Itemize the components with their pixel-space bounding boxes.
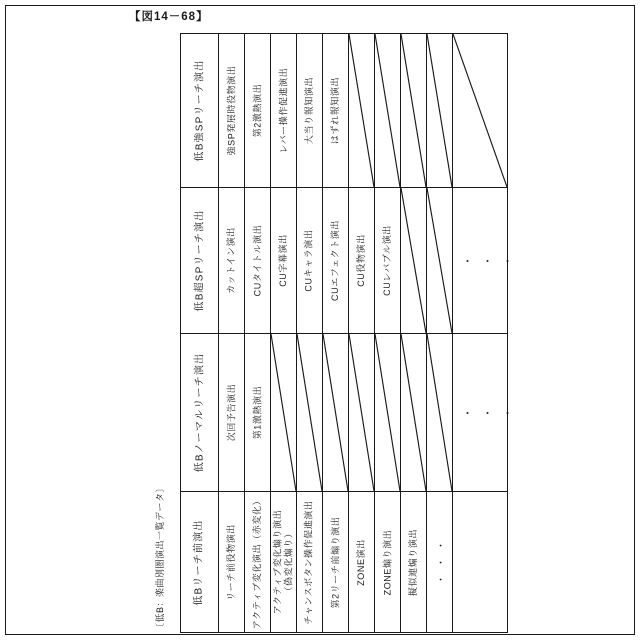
ellipsis-cell — [452, 188, 522, 333]
effect-cell — [218, 492, 244, 632]
figure-label: 【図14－68】 — [129, 11, 209, 23]
effect-label: ZONE演出 — [356, 538, 367, 586]
effect-label-sub: （偽変化煽り） — [283, 528, 294, 596]
effect-label: CUキャラ演出 — [304, 229, 315, 292]
ellipsis-dots-vertical: ・・・ — [436, 533, 447, 584]
effect-cell — [244, 34, 270, 187]
band-header-cell — [181, 492, 218, 632]
effect-cell — [244, 492, 270, 632]
diagonal-line — [401, 34, 426, 187]
effect-cell — [322, 188, 348, 333]
diagonal-cell — [296, 334, 322, 491]
effect-cell — [296, 188, 322, 333]
effect-cell — [348, 188, 374, 333]
effect-label-group — [273, 510, 295, 615]
band-row-super-sp — [181, 187, 522, 333]
diagonal-cell — [400, 188, 426, 333]
effect-cell — [348, 492, 374, 632]
band-header-label: 低Bノーマルリーチ演出 — [194, 352, 206, 473]
effect-label: 次回予告演出 — [226, 383, 237, 442]
ellipsis-dots: ・・・ — [462, 255, 522, 268]
side-caption — [145, 482, 175, 632]
effect-label: チャンスボタン操作促進演出 — [304, 499, 315, 625]
diagonal-cell — [400, 34, 426, 187]
effect-cell — [270, 188, 296, 333]
band-row-strong-sp — [181, 34, 507, 187]
effect-label: 第1激熱演出 — [252, 385, 263, 440]
effect-cell — [244, 334, 270, 491]
diagonal-cell — [270, 334, 296, 491]
band-row-pre-reach — [181, 491, 507, 632]
effect-label: リーチ前役物演出 — [226, 523, 236, 601]
effect-cell — [374, 492, 400, 632]
effect-cell — [270, 34, 296, 187]
diagonal-line — [271, 334, 296, 491]
effect-list-table — [180, 33, 522, 633]
effect-label: カットイン演出 — [226, 227, 237, 294]
diagonal-line — [427, 334, 452, 491]
effect-cell-two-line — [270, 492, 296, 632]
band-header-label: 低B超SPリーチ演出 — [194, 209, 206, 312]
diagonal-cell — [348, 34, 374, 187]
diagonal-line — [453, 34, 507, 187]
effect-label: 大当り報知演出 — [304, 76, 315, 145]
band-row-normal-reach — [181, 333, 522, 491]
effect-cell — [322, 34, 348, 187]
effect-label: アクティブ変化演出（赤変化） — [252, 495, 263, 629]
diagonal-line — [427, 188, 452, 333]
diagonal-cell — [374, 34, 400, 187]
ellipsis-cell-vertical — [426, 492, 452, 632]
band-header-cell — [181, 334, 218, 491]
effect-label: 擬似連煽り演出 — [408, 528, 419, 596]
effect-label: ZONE煽り演出 — [382, 529, 392, 595]
effect-label: CU字幕演出 — [278, 234, 289, 287]
band-header-cell — [181, 34, 218, 187]
band-header-label: 低Bリーチ前演出 — [194, 518, 205, 606]
side-caption-text: 〔低B：楽曲別圏演出一覧データ〕 — [154, 482, 165, 632]
diagonal-line — [401, 334, 426, 491]
effect-cell — [218, 188, 244, 333]
diagonal-line — [297, 334, 322, 491]
effect-label: CUエフェクト演出 — [330, 220, 341, 301]
diagonal-cell — [322, 334, 348, 491]
ellipsis-cell — [452, 334, 522, 491]
band-header-label: 低B強SPリーチ演出 — [194, 59, 206, 162]
ellipsis-dots: ・・・ — [462, 407, 522, 420]
diagonal-line — [349, 34, 374, 187]
diagonal-line — [427, 34, 452, 187]
diagonal-cell — [400, 334, 426, 491]
empty-cell — [452, 492, 507, 632]
effect-cell — [400, 492, 426, 632]
diagonal-cell — [426, 188, 452, 333]
diagonal-cell — [426, 334, 452, 491]
effect-label: 第2リーチ前煽り演出 — [330, 515, 341, 609]
diagonal-line — [401, 188, 426, 333]
diagonal-cell-wide — [452, 34, 507, 187]
diagonal-line — [375, 34, 400, 187]
effect-cell — [374, 188, 400, 333]
diagonal-cell — [348, 334, 374, 491]
effect-cell — [322, 492, 348, 632]
effect-cell — [296, 492, 322, 632]
effect-label-main: アクティブ変化煽り演出 — [272, 509, 283, 615]
effect-label: 強SP発展時役物演出 — [226, 65, 237, 156]
effect-cell — [296, 34, 322, 187]
effect-cell — [244, 188, 270, 333]
band-header-cell — [181, 188, 218, 333]
diagonal-line — [375, 334, 400, 491]
diagonal-line — [323, 334, 348, 491]
effect-label: はずれ報知演出 — [330, 76, 341, 145]
effect-label: CUタイトル演出 — [252, 224, 262, 297]
effect-label: CUレバブル演出 — [382, 225, 392, 296]
effect-label: 第2激熱演出 — [252, 83, 263, 138]
diagonal-cell — [374, 334, 400, 491]
effect-label: CU役物演出 — [356, 234, 367, 287]
effect-cell — [218, 334, 244, 491]
diagonal-cell — [426, 34, 452, 187]
effect-label: レバー操作促進演出 — [278, 67, 288, 154]
diagonal-line — [349, 334, 374, 491]
effect-cell — [218, 34, 244, 187]
